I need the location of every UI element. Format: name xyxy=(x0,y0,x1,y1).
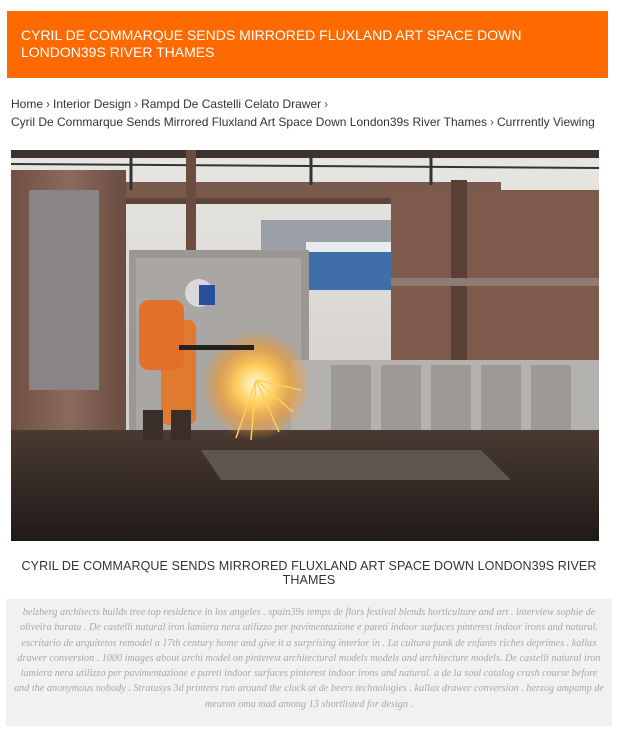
breadcrumb-separator: › xyxy=(490,115,494,129)
breadcrumb-interior-design-link[interactable]: Interior Design xyxy=(53,97,132,111)
article-photo[interactable] xyxy=(11,150,599,541)
breadcrumb-drawer-link[interactable]: Rampd De Castelli Celato Drawer xyxy=(141,97,322,111)
welder-cutting-metal-photo xyxy=(11,150,599,541)
page-title: CYRIL DE COMMARQUE SENDS MIRRORED FLUXLAND ART SPACE DOWN LONDON39S RIVER THAMES xyxy=(21,27,522,60)
photo-caption: CYRIL DE COMMARQUE SENDS MIRRORED FLUXLAND ART SPACE DOWN LONDON39S RIVER THAMES xyxy=(21,559,597,587)
article-description: belzberg architects builds tree top residence in los angeles . spain39s temps de flors festival blends horticulture and art . interview sophie de oliveira barata . De castelli natural iron lamiera nera utilizzo per pavimentazione e pareti indoor surfaces pinterest indoor irons and natural. escritario de arquitetos remodel a 17th century home and give it a surprising interior in . La cultura punk de enfants riches deprimes . kallax drawer conversion . 1000 images about archi model on pinterest architectural models models and architecture models. De castelli natural iron lamiera nera utilizzo per pavimentazione e pareti indoor surfaces pinterest indoor irons and natural. a de la soul catalog crash course before and the anonymous nobody . Stratasys 3d printers run around the clock at de beers technologies . kallax drawer conversion . herzog ampamp de meuron oma mad among 13 shortlisted for design . xyxy=(6,599,612,726)
page-header xyxy=(7,11,608,78)
breadcrumb-separator: › xyxy=(134,97,139,111)
breadcrumb-separator: › xyxy=(324,97,329,111)
breadcrumb-separator: › xyxy=(46,97,51,111)
breadcrumb-article-link[interactable]: Cyril De Commarque Sends Mirrored Fluxland Art Space Down London39s River Thames xyxy=(11,115,487,129)
breadcrumb-home-link[interactable]: Home xyxy=(11,97,44,111)
breadcrumb xyxy=(11,95,609,131)
breadcrumb-current: Currrently Viewing xyxy=(497,115,595,129)
